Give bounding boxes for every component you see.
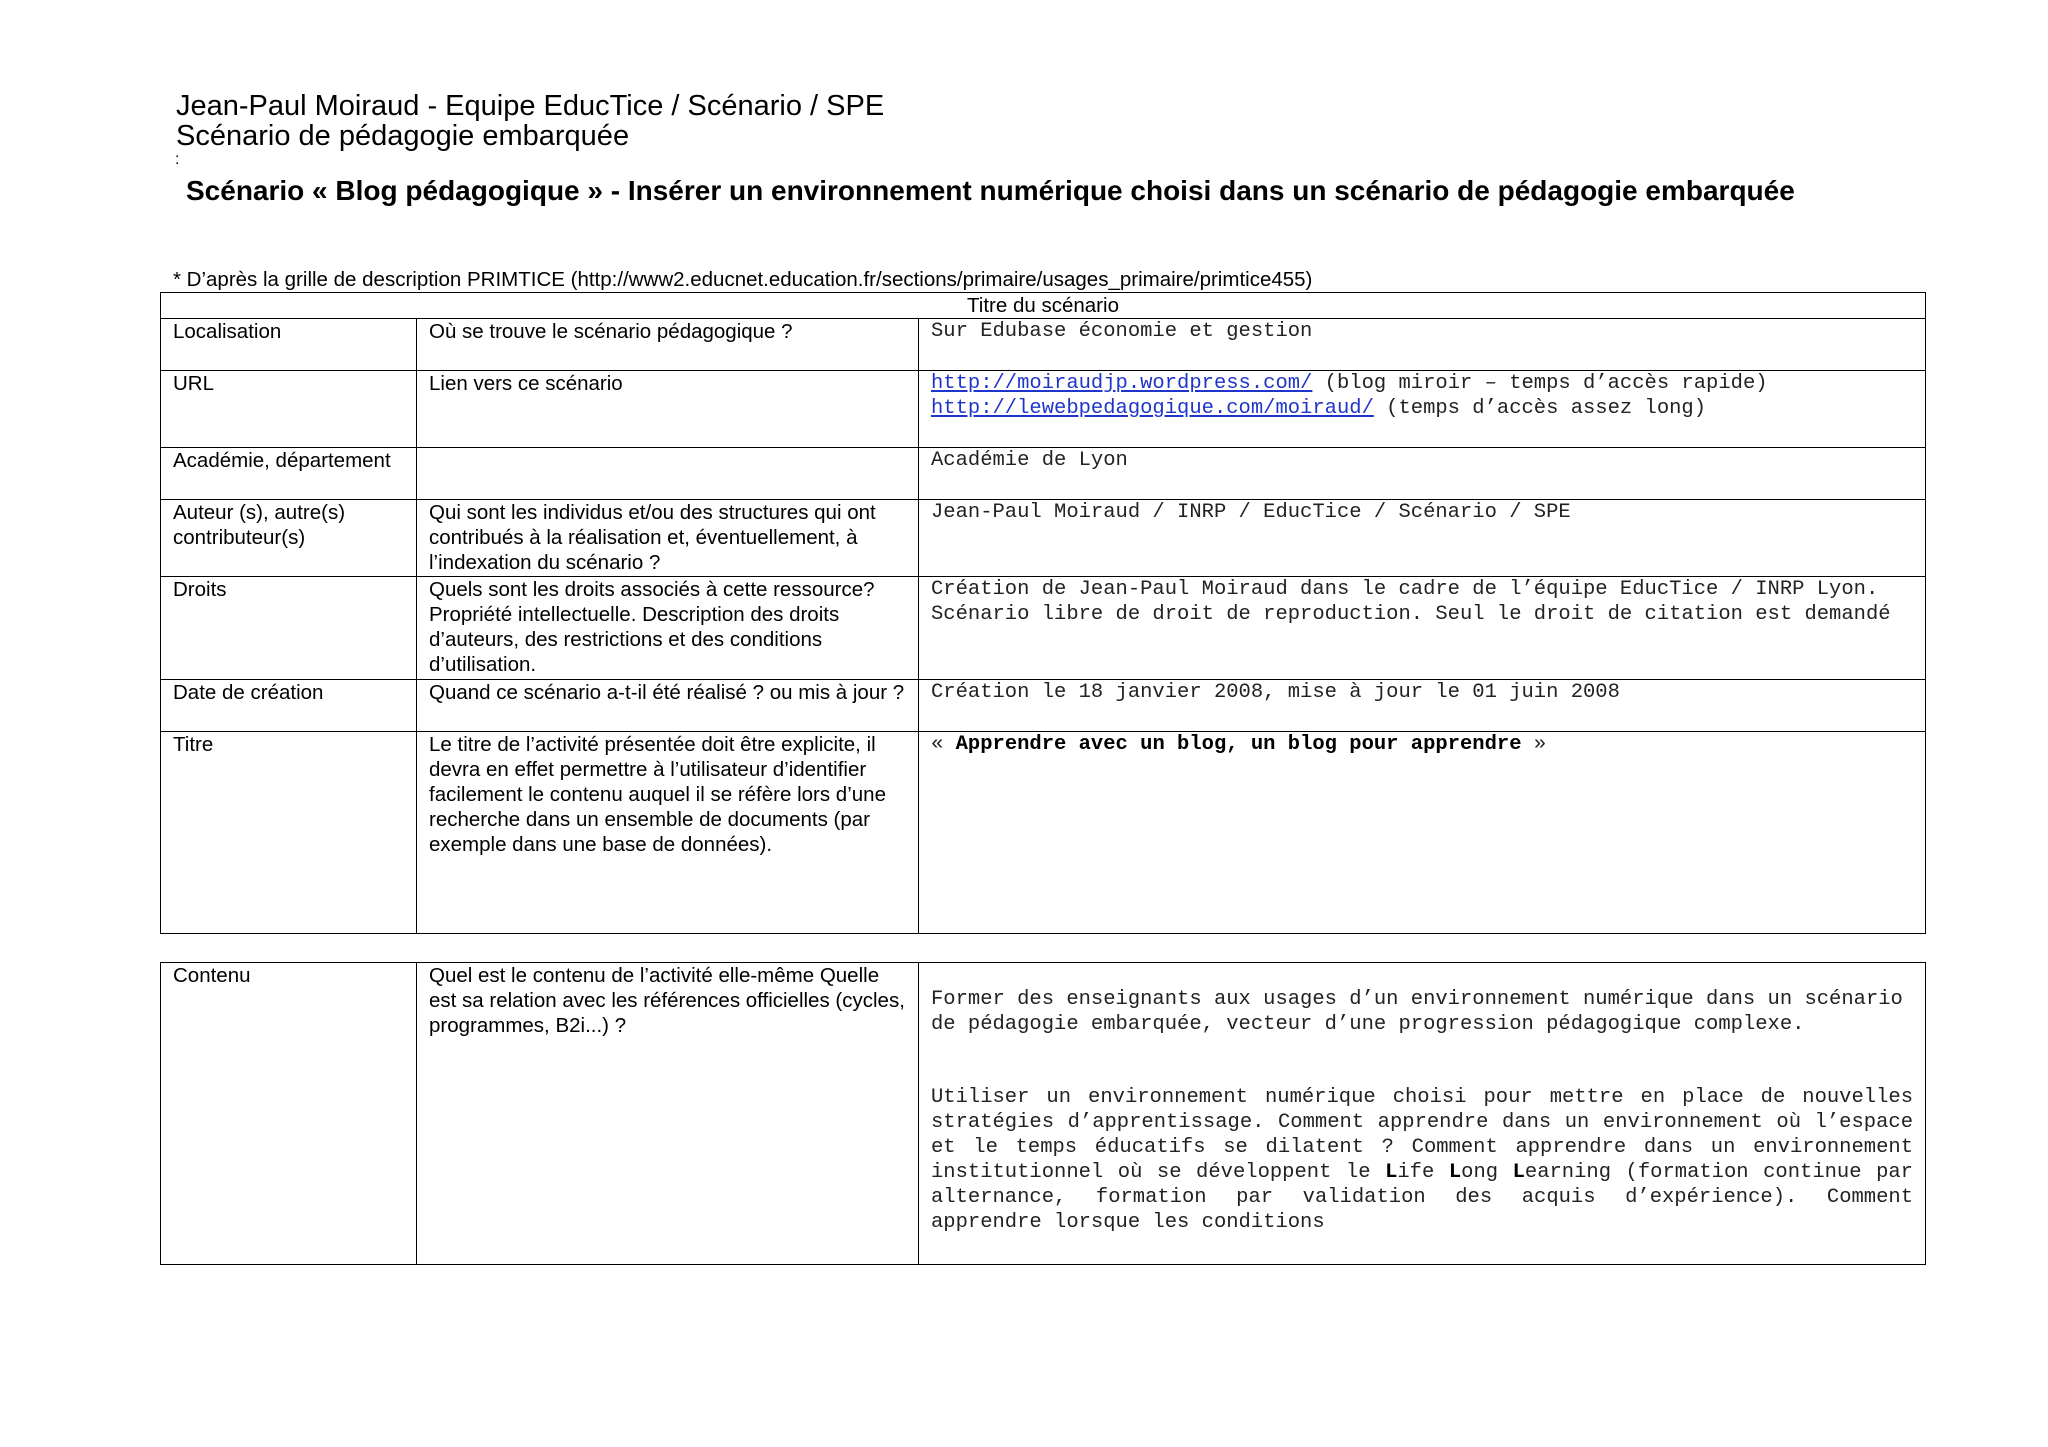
row-label: Date de création: [161, 680, 417, 732]
row-value: Création le 18 janvier 2008, mise à jour le 01 juin 2008: [919, 680, 1926, 732]
scenario-title: Apprendre avec un blog, un blog pour apprendre: [955, 733, 1522, 756]
row-titre: [161, 732, 1926, 934]
table-caption: Titre du scénario: [161, 293, 1926, 319]
header-subtitle: Scénario de pédagogie embarquée: [176, 120, 630, 152]
row-question: Quand ce scénario a-t-il été réalisé ? ou mis à jour ?: [417, 680, 919, 732]
row-value: Académie de Lyon: [919, 448, 1926, 500]
text-run: Utiliser un environnement numérique choisi pour mettre en place de nouvelles stratégies d’apprentissage. Comment apprendre dans un environnement où l’espace et le temps éducatifs se dilatent ? Comment apprendre dans un environnement institutionnel où se développent le: [931, 1086, 1913, 1184]
row-url: [161, 371, 1926, 448]
blog-mirror-link[interactable]: http://moiraudjp.wordpress.com/: [931, 372, 1313, 395]
link-note: (temps d’accès assez long): [1373, 397, 1707, 420]
row-question: Où se trouve le scénario pédagogique ?: [417, 319, 919, 371]
row-question: Le titre de l’activité présentée doit être explicite, il devra en effet permettre à l’utilisateur d’identifier facilement le contenu auquel il se réfère lors d’une recherche dans un ensemble de documents (par exemple dans une base de données).: [417, 732, 919, 934]
row-auteur: [161, 500, 1926, 577]
url-line-2: [931, 396, 1913, 421]
content-paragraph-2: [931, 1085, 1913, 1235]
text-run: L: [1448, 1161, 1462, 1184]
quote-open: «: [931, 733, 956, 756]
row-value: [919, 963, 1926, 1265]
row-value: Création de Jean-Paul Moiraud dans le cadre de l’équipe EducTice / INRP Lyon. Scénario libre de droit de reproduction. Seul le droit de citation est demandé: [919, 577, 1926, 680]
text-run: earning (formation continue par alternance, formation par validation des acquis d’expérience). Comment apprendre lorsque les conditions: [931, 1161, 1913, 1234]
row-question: Lien vers ce scénario: [417, 371, 919, 448]
row-label: URL: [161, 371, 417, 448]
row-contenu: [161, 963, 1926, 1265]
row-question: Qui sont les individus et/ou des structures qui ont contribués à la réalisation et, éventuellement, à l’indexation du scénario ?: [417, 500, 919, 577]
content-table: [160, 962, 1926, 1265]
url-line-1: [931, 371, 1913, 396]
content-paragraph-1: Former des enseignants aux usages d’un environnement numérique dans un scénario de pédagogie embarquée, vecteur d’une progression pédagogique complexe.: [931, 988, 1903, 1036]
text-run: ong: [1461, 1161, 1513, 1184]
text-run: L: [1385, 1161, 1398, 1184]
row-label: Droits: [161, 577, 417, 680]
document-title: Scénario « Blog pédagogique » - Insérer un environnement numérique choisi dans un scénario de pédagogie embarquée: [186, 175, 1795, 206]
row-question: Quel est le contenu de l’activité elle-même Quelle est sa relation avec les références officielles (cycles, programmes, B2i...) ?: [417, 963, 919, 1265]
row-droits: [161, 577, 1926, 680]
row-date-creation: [161, 680, 1926, 732]
quote-close: »: [1521, 733, 1547, 756]
row-label: Académie, département: [161, 448, 417, 500]
header-title: Jean-Paul Moiraud - Equipe EducTice / Scénario / SPE: [176, 90, 885, 122]
row-value: [919, 732, 1926, 934]
webpedagogique-link[interactable]: http://lewebpedagogique.com/moiraud/: [931, 397, 1374, 420]
row-label: Titre: [161, 732, 417, 934]
row-question: Quels sont les droits associés à cette ressource? Propriété intellectuelle. Description des droits d’auteurs, des restrictions et des conditions d’utilisation.: [417, 577, 919, 680]
header-colon: :: [175, 151, 180, 168]
row-question: [417, 448, 919, 500]
row-label: Contenu: [161, 963, 417, 1265]
scenario-description-table: [160, 292, 1926, 934]
row-label: Localisation: [161, 319, 417, 371]
row-value: Jean-Paul Moiraud / INRP / EducTice / Scénario / SPE: [919, 500, 1926, 577]
row-academie: [161, 448, 1926, 500]
source-note: * D’après la grille de description PRIMTICE (http://www2.educnet.education.fr/sections/primaire/usages_primaire/primtice455): [173, 268, 1313, 291]
text-run: L: [1512, 1161, 1525, 1184]
table-caption-row: [161, 293, 1926, 319]
row-value: Sur Edubase économie et gestion: [919, 319, 1926, 371]
row-value: [919, 371, 1926, 448]
row-localisation: [161, 319, 1926, 371]
text-run: ife: [1397, 1161, 1449, 1184]
row-label: Auteur (s), autre(s) contributeur(s): [161, 500, 417, 577]
link-note: (blog miroir – temps d’accès rapide): [1312, 372, 1768, 395]
